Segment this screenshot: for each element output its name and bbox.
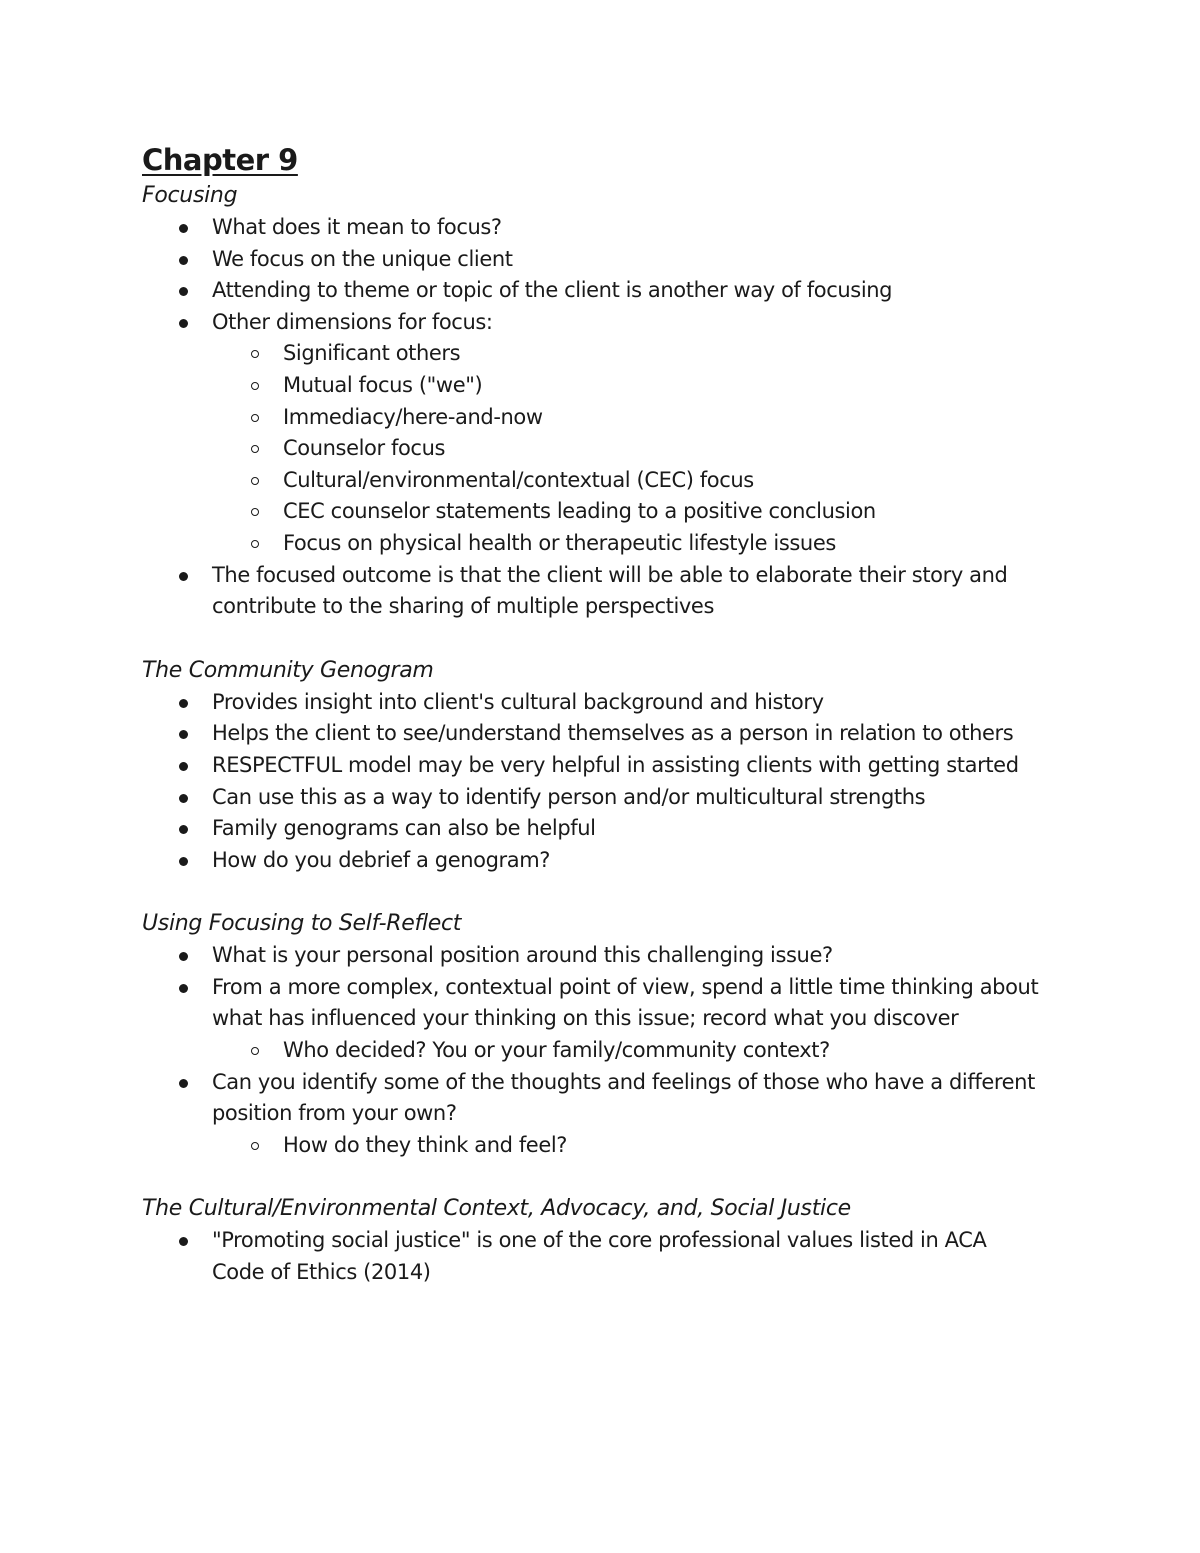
list-item-text: Can use this as a way to identify person and/or multicultural strengths — [212, 784, 926, 809]
list-item — [142, 845, 1042, 877]
sub-bullet-list — [212, 338, 1042, 559]
filled-bullet-icon — [179, 1079, 188, 1088]
sub-list-item — [212, 402, 1042, 434]
filled-bullet-icon — [179, 825, 188, 834]
list-item-text: Can you identify some of the thoughts and feelings of those who have a different position from your own? — [212, 1069, 1035, 1126]
filled-bullet-icon — [179, 762, 188, 771]
section-heading: Using Focusing to Self-Reflect — [142, 911, 462, 937]
section — [142, 180, 1042, 623]
list-item-text: The focused outcome is that the client will be able to elaborate their story and contribute to the sharing of multiple perspectives — [212, 562, 1008, 619]
filled-bullet-icon — [179, 572, 188, 581]
list-item-text: From a more complex, contextual point of view, spend a little time thinking about what has influenced your thinking on this issue; record what you discover — [212, 974, 1039, 1031]
sub-list-item — [212, 338, 1042, 370]
section — [142, 908, 1042, 1161]
bullet-list — [142, 687, 1042, 877]
list-item-text: Helps the client to see/understand themselves as a person in relation to others — [212, 721, 1014, 746]
filled-bullet-icon — [179, 730, 188, 739]
hollow-bullet-icon — [251, 350, 259, 358]
filled-bullet-icon — [179, 794, 188, 803]
sub-list-item-text: Focus on physical health or therapeutic lifestyle issues — [283, 530, 836, 555]
list-item — [142, 750, 1042, 782]
sub-list-item — [212, 465, 1042, 497]
list-item — [142, 972, 1042, 1067]
list-item — [142, 782, 1042, 814]
list-item — [142, 560, 1042, 623]
section-heading: The Community Genogram — [142, 657, 434, 683]
sub-list-item — [212, 528, 1042, 560]
list-item — [142, 940, 1042, 972]
hollow-bullet-icon — [251, 540, 259, 548]
hollow-bullet-icon — [251, 508, 259, 516]
sub-list-item — [212, 496, 1042, 528]
list-item — [142, 687, 1042, 719]
section — [142, 655, 1042, 877]
list-item — [142, 1225, 1042, 1288]
list-item-text: Attending to theme or topic of the client is another way of focusing — [212, 278, 893, 303]
list-item-text: Family genograms can also be helpful — [212, 816, 596, 841]
hollow-bullet-icon — [251, 414, 259, 422]
filled-bullet-icon — [179, 1237, 188, 1246]
filled-bullet-icon — [179, 224, 188, 233]
sub-list-item — [212, 433, 1042, 465]
list-item — [142, 212, 1042, 244]
list-item-text: What does it mean to focus? — [212, 215, 502, 239]
sub-list-item-text: Immediacy/here-and-now — [283, 404, 543, 429]
section-heading: Focusing — [142, 183, 238, 208]
list-item-text: "Promoting social justice" is one of the core professional values listed in ACA Code of Ethics (2014) — [212, 1228, 987, 1285]
hollow-bullet-icon — [251, 382, 259, 390]
sub-bullet-list — [212, 1035, 1042, 1067]
sub-list-item — [212, 370, 1042, 402]
list-item — [142, 275, 1042, 307]
hollow-bullet-icon — [251, 1047, 259, 1055]
list-item — [142, 813, 1042, 845]
sections-container — [142, 180, 1042, 1289]
filled-bullet-icon — [179, 287, 188, 296]
list-item — [142, 244, 1042, 276]
list-item-text: RESPECTFUL model may be very helpful in assisting clients with getting started — [212, 752, 1019, 777]
sub-list-item-text: How do they think and feel? — [283, 1132, 568, 1157]
filled-bullet-icon — [179, 952, 188, 961]
bullet-list — [142, 940, 1042, 1161]
list-item-text: What is your personal position around this challenging issue? — [212, 943, 833, 968]
list-item — [142, 1067, 1042, 1162]
section-heading: The Cultural/Environmental Context, Advocacy, and, Social Justice — [142, 1196, 851, 1222]
list-item-text: Provides insight into client's cultural background and history — [212, 689, 824, 714]
document-page — [142, 140, 1042, 1321]
sub-list-item-text: Who decided? You or your family/community context? — [283, 1038, 830, 1063]
list-item-text: Other dimensions for focus: — [212, 309, 493, 334]
filled-bullet-icon — [179, 857, 188, 866]
hollow-bullet-icon — [251, 477, 259, 485]
hollow-bullet-icon — [251, 445, 259, 453]
sub-list-item-text: Significant others — [283, 341, 461, 366]
sub-list-item-text: Cultural/environmental/contextual (CEC) focus — [283, 467, 754, 492]
filled-bullet-icon — [179, 699, 188, 708]
sub-bullet-list — [212, 1130, 1042, 1162]
section — [142, 1193, 1042, 1288]
list-item-text: How do you debrief a genogram? — [212, 847, 551, 872]
list-item — [142, 307, 1042, 560]
sub-list-item-text: Counselor focus — [283, 436, 446, 461]
filled-bullet-icon — [179, 984, 188, 993]
sub-list-item — [212, 1130, 1042, 1162]
sub-list-item-text: Mutual focus ("we") — [283, 372, 483, 397]
filled-bullet-icon — [179, 256, 188, 265]
list-item-text: We focus on the unique client — [212, 246, 513, 271]
list-item — [142, 718, 1042, 750]
sub-list-item-text: CEC counselor statements leading to a positive conclusion — [283, 499, 876, 524]
bullet-list — [142, 1225, 1042, 1288]
bullet-list — [142, 212, 1042, 623]
filled-bullet-icon — [179, 319, 188, 328]
page-title: Chapter 9 — [142, 143, 298, 177]
sub-list-item — [212, 1035, 1042, 1067]
hollow-bullet-icon — [251, 1142, 259, 1150]
